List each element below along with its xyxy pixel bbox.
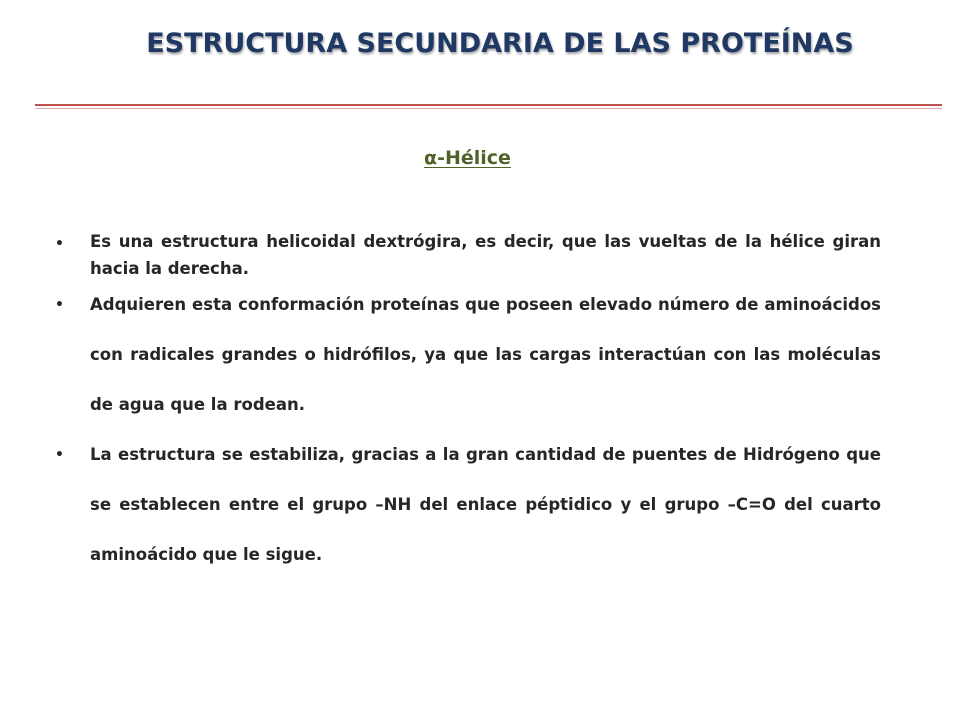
bullet-icon: • xyxy=(55,297,64,313)
bullet-item xyxy=(50,280,881,430)
bullet-item xyxy=(50,430,881,580)
bullet-list xyxy=(50,228,881,580)
bullet-text: Es una estructura helicoidal dextrógira, es decir, que las vueltas de la hélice giran hacia la derecha. xyxy=(90,232,881,278)
bullet-item xyxy=(50,228,881,282)
bullet-icon: • xyxy=(55,447,64,463)
bullet-icon: • xyxy=(55,236,64,252)
section-subtitle: α-Hélice xyxy=(424,147,511,169)
bullet-text: La estructura se estabiliza, gracias a la gran cantidad de puentes de Hidrógeno que se establecen entre el grupo –NH del enlace péptidico y el grupo –C=O del cuarto aminoácido que le sigue. xyxy=(90,445,881,564)
divider-line-secondary xyxy=(35,108,942,109)
title-divider xyxy=(35,104,942,110)
slide-title: ESTRUCTURA SECUNDARIA DE LAS PROTEÍNAS xyxy=(146,28,854,59)
divider-line-primary xyxy=(35,104,942,106)
bullet-text: Adquieren esta conformación proteínas que poseen elevado número de aminoácidos con radicales grandes o hidrófilos, ya que las cargas interactúan con las moléculas de agua que la rodean. xyxy=(90,295,881,414)
